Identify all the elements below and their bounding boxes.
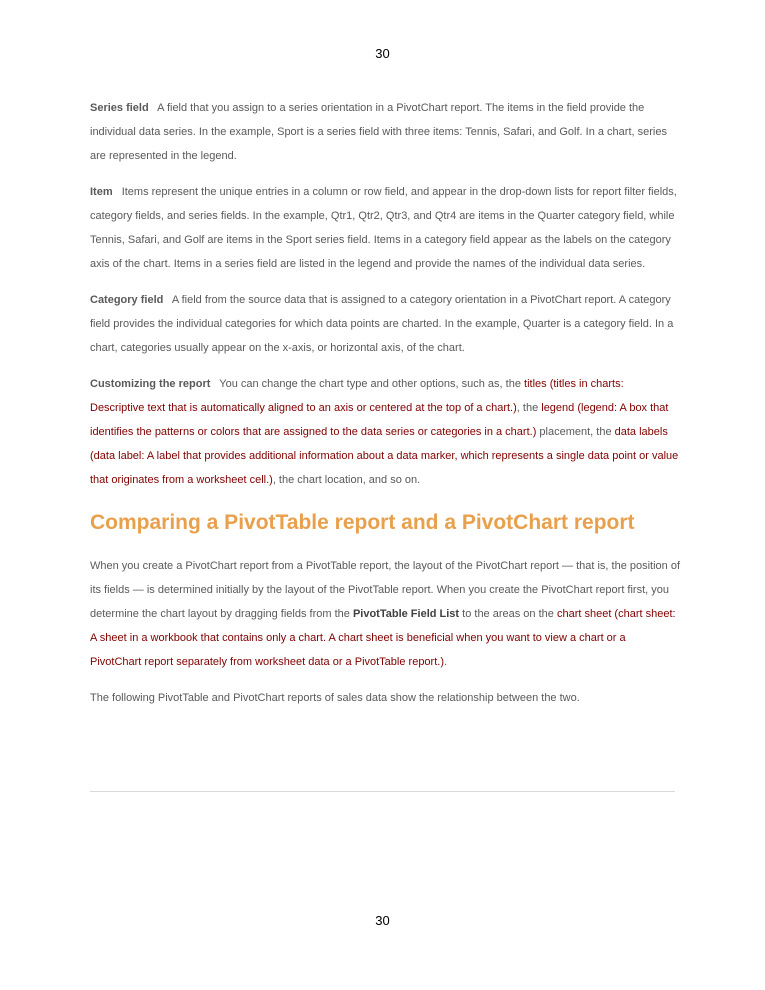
data-labels-glossary-link[interactable]: data labels (data label: A label that provides additional information about a data marker, which represents a single data point or value that originates from a worksheet cell.) xyxy=(90,426,679,486)
item-term: Item xyxy=(90,186,113,198)
page-number-bottom: 30 xyxy=(375,913,390,928)
customizing-text-3: placement, the xyxy=(539,426,612,438)
page-number-top: 30 xyxy=(375,46,390,61)
titles-glossary-link[interactable]: titles (titles in charts: Descriptive text that is automatically aligned to an axis or centered at the top of a chart.) xyxy=(90,378,624,414)
category-field-paragraph xyxy=(90,288,680,360)
customizing-text-1: You can change the chart type and other options, such as, the xyxy=(219,378,521,390)
customizing-text-2: , the xyxy=(516,402,539,414)
customizing-term: Customizing the report xyxy=(90,378,211,390)
pivottable-field-list-term: PivotTable Field List xyxy=(352,608,460,620)
item-definition: Items represent the unique entries in a column or row field, and appear in the drop-down lists for report filter fields, category fields, and series fields. In the example, Qtr1, Qtr2, Qtr3, and Qtr4 are items in the Quarter category field, while Tennis, Safari, and Golf are items in the Sport series field. Items in a category field appear as the labels on the category axis of the chart. Items in a series field are listed in the legend and provide the names of the individual data series. xyxy=(90,186,677,270)
item-paragraph xyxy=(90,180,680,276)
document-body xyxy=(90,96,680,722)
comparison-text-3: . xyxy=(444,656,448,668)
comparison-text-1: When you create a PivotChart report from a PivotTable report, the layout of the PivotChart report — that is, the position of its fields — is determined initially by the layout of the PivotTable report. When you create the PivotChart report first, you determine the chart layout by dragging fields from the xyxy=(90,560,681,620)
series-field-paragraph xyxy=(90,96,680,168)
legend-glossary-link[interactable]: legend (legend: A box that identifies the patterns or colors that are assigned to the data series or categories in a chart.) xyxy=(90,402,669,438)
customizing-text-4: , the chart location, and so on. xyxy=(272,474,421,486)
comparison-paragraph xyxy=(90,554,680,674)
chart-sheet-glossary-link[interactable]: chart sheet (chart sheet: A sheet in a workbook that contains only a chart. A chart sheet is beneficial when you want to view a chart or a PivotChart report separately from worksheet data or a PivotTable report.) xyxy=(90,608,676,668)
horizontal-divider xyxy=(90,791,675,792)
category-field-term: Category field xyxy=(90,294,164,306)
customizing-paragraph xyxy=(90,372,680,492)
series-field-definition: A field that you assign to a series orientation in a PivotChart report. The items in the field provide the individual data series. In the example, Sport is a series field with three items: Tennis, Safari, and Golf. In a chart, series are represented in the legend. xyxy=(90,102,667,162)
following-paragraph: The following PivotTable and PivotChart reports of sales data show the relationship between the two. xyxy=(90,692,580,704)
comparison-text-2: to the areas on the xyxy=(462,608,554,620)
category-field-definition: A field from the source data that is assigned to a category orientation in a PivotChart report. A category field provides the individual categories for which data points are charted. In the example, Quarter is a category field. In a chart, categories usually appear on the x-axis, or horizontal axis, of the chart. xyxy=(90,294,674,354)
series-field-term: Series field xyxy=(90,102,149,114)
section-heading: Comparing a PivotTable report and a PivotChart report xyxy=(90,511,635,534)
